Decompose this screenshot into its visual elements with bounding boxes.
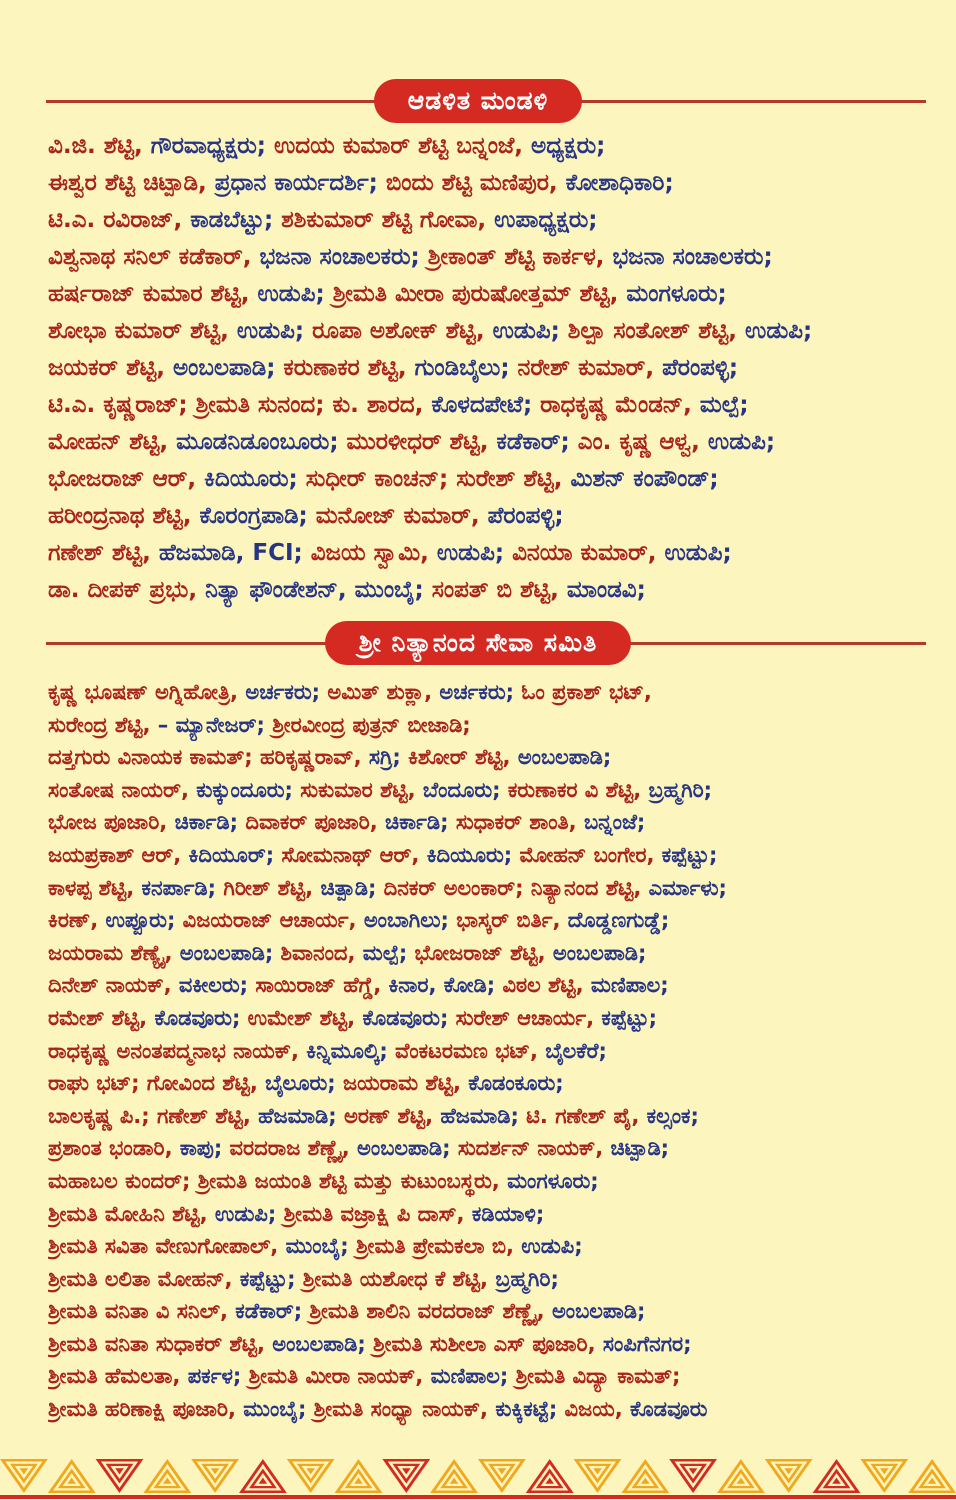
member-name: ಶ್ರೀಮತಿ ಸವಿತಾ ವೇಣುಗೋಪಾಲ್,: [48, 1234, 279, 1259]
member-role-or-place: ಕನರ್ಪಾಡಿ;: [134, 875, 217, 900]
member-name: ರಾಧಕೃಷ್ಣ ಅನಂತಪದ್ಮನಾಭ ನಾಯಕ್,: [48, 1038, 299, 1063]
member-line: [48, 313, 928, 350]
member-name: ಟಿ.ಎ. ರವಿರಾಜ್,: [48, 207, 183, 233]
member-role-or-place: ಬನ್ನಂಜೆ;: [576, 810, 646, 835]
member-role-or-place: ಕಾಡಬೆಟ್ಟು;: [182, 207, 274, 233]
member-name: ಶಶಿಕುಮಾರ್ ಶೆಟ್ಟಿ ಗೋವಾ,: [273, 207, 487, 233]
member-name: ಜಯರಾಮ ಶೆಣ್ಯೈ,: [48, 940, 173, 965]
member-line: [48, 202, 928, 239]
member-role-or-place: ದೊಡ್ಡಣಗುಡ್ಡೆ;: [560, 908, 670, 933]
decorative-triangle-border: [0, 1459, 956, 1493]
member-role-or-place: ಕಡೆಕಾರ್;: [488, 429, 570, 455]
member-role-or-place: ನಿತ್ಯಾ ಫೌಂಡೇಶನ್, ಮುಂಬೈ;: [197, 577, 424, 603]
member-role-or-place: ಅರ್ಚಕರು;: [432, 680, 515, 704]
member-name: ಜಯಕರ್ ಶೆಟ್ಟಿ,: [48, 355, 166, 381]
member-name: ಸುದರ್ಶನ್ ನಾಯಕ್,: [450, 1136, 604, 1161]
member-role-or-place: ಮಲ್ಪೆ;: [691, 392, 749, 418]
member-role-or-place: ಮಂಗಳೂರು;: [618, 281, 727, 307]
member-line: [48, 1198, 928, 1231]
member-line: [48, 1295, 928, 1328]
member-line: [48, 676, 928, 709]
member-role-or-place: ಎರ್ಮಾಳು;: [641, 875, 727, 900]
member-name: ವಿ.ಜಿ. ಶೆಟ್ಟಿ,: [48, 133, 143, 159]
member-line: [48, 774, 928, 807]
member-name: ಟಿ.ಎ. ಕೃಷ್ಣರಾಜ್; ಶ್ರೀಮತಿ ಸುನಂದ; ಕು. ಶಾರದ,: [48, 392, 424, 418]
member-role-or-place: ಉಡುಪಿ;: [737, 318, 813, 344]
member-role-or-place: ಅಂಬಲಪಾಡಿ;: [172, 940, 274, 965]
member-role-or-place: ಕೊರಂಗ್ರಪಾಡಿ;: [191, 503, 308, 529]
member-name: ಮಹಾಬಲ ಕುಂದರ್; ಶ್ರೀಮತಿ ಜಯಂತಿ ಶೆಟ್ಟಿ ಮತ್ತು ಕುಟುಂಬಸ್ಥರು,: [48, 1168, 500, 1193]
member-name: ಶ್ರೀಮತಿ ಹರಿಣಾಕ್ಷಿ ಪೂಜಾರಿ,: [48, 1397, 236, 1422]
member-name: ಹರ್ಷರಾಜ್ ಕುಮಾರ ಶೆಟ್ಟಿ,: [48, 281, 250, 307]
member-role-or-place: ಚಿತ್ಪಾಡಿ;: [313, 875, 377, 900]
member-role-or-place: ಭಜನಾ ಸಂಚಾಲಕರು;: [604, 244, 773, 270]
member-name: ಸಂಪತ್ ಬಿ ಶೆಟ್ಟಿ,: [423, 577, 559, 603]
member-role-or-place: ಕಡೆಕಾರ್;: [227, 1299, 303, 1324]
member-line: [48, 239, 928, 276]
section-header-admin-board: [0, 79, 956, 123]
member-name: ಜಯಪ್ರಕಾಶ್ ಆರ್,: [48, 842, 182, 867]
member-role-or-place: ಕೋಶಾಧಿಕಾರಿ;: [557, 170, 674, 196]
member-role-or-place: ಅಂಬಲಪಾಡಿ;: [545, 940, 647, 965]
member-role-or-place: ಬ್ರಹ್ಮಗಿರಿ;: [488, 1266, 559, 1291]
member-name: ಶ್ರೀಮತಿ ವಜ್ರಾಕ್ಷಿ ಪಿ ದಾಸ್,: [276, 1201, 465, 1226]
member-name: ರಮೇಶ್ ಶೆಟ್ಟಿ,: [48, 1005, 148, 1030]
member-name: ಶ್ರೀಮತಿ ಮೀರಾ ನಾಯಕ್,: [241, 1364, 424, 1389]
member-role-or-place: ಅಂಬಲಪಾಡಿ;: [349, 1136, 451, 1161]
member-line: [48, 1165, 928, 1198]
member-role-or-place: ಸಗ್ರಿ;: [361, 745, 401, 770]
member-role-or-place: ಕೊಡವೂರು: [622, 1397, 708, 1422]
member-name: ವಿಶ್ವನಾಥ ಸನಿಲ್ ಕಡೆಕಾರ್,: [48, 244, 252, 270]
member-line: [48, 1035, 928, 1068]
member-role-or-place: ಅಧ್ಯಕ್ಷರು;: [523, 133, 606, 159]
member-name: ಕರುಣಾಕರ ವಿ ಶೆಟ್ಟಿ,: [500, 777, 642, 802]
section-title-badge: [325, 621, 631, 665]
member-role-or-place: ವಕೀಲರು;: [171, 973, 249, 998]
member-line: [48, 1002, 928, 1035]
member-name: ಸಾಯಿರಾಜ್ ಹೆಗ್ಡೆ,: [248, 973, 382, 998]
member-name: ವಿಜಯ,: [557, 1397, 623, 1422]
member-role-or-place: ಕಿನಾರ, ಕೋಡಿ;: [381, 973, 496, 998]
member-role-or-place: ಗುಂಡಿಬೈಲು;: [406, 355, 510, 381]
member-role-or-place: ಉಡುಪಿ;: [207, 1201, 277, 1226]
bottom-rule: [0, 1495, 956, 1499]
member-line: [48, 872, 928, 905]
member-name: ರಾಘು ಭಟ್; ಗೋವಿಂದ ಶೆಟ್ಟಿ,: [48, 1071, 258, 1096]
member-line: [48, 937, 928, 970]
member-line: [48, 1328, 928, 1361]
section-header-seva-samiti: [0, 621, 956, 665]
member-role-or-place: ಉಡುಪಿ;: [428, 540, 505, 566]
member-line: [48, 806, 928, 839]
member-name: ಕಿಶೋರ್ ಶೆಟ್ಟಿ,: [400, 745, 511, 770]
member-role-or-place: ಉಡುಪಿ;: [228, 318, 305, 344]
member-name: ದಿನಕರ್ ಅಲಂಕಾರ್; ನಿತ್ಯಾನಂದ ಶೆಟ್ಟಿ,: [376, 875, 642, 900]
seva-samiti-member-list: [48, 676, 928, 1426]
member-name: ಶ್ರೀಮತಿ ಮೀರಾ ಪುರುಷೋತ್ತಮ್ ಶೆಟ್ಟಿ,: [324, 281, 619, 307]
member-name: ಗಿರೀಶ್ ಶೆಟ್ಟಿ,: [216, 875, 314, 900]
member-line: [48, 1100, 928, 1133]
member-role-or-place: ಮಂಗಳೂರು;: [499, 1168, 599, 1193]
member-role-or-place: ಬ್ರಹ್ಮಗಿರಿ;: [641, 777, 713, 802]
member-line: [48, 535, 928, 572]
member-role-or-place: ಹೆಜಮಾಡಿ, FCI;: [150, 540, 303, 566]
member-line: [48, 128, 928, 165]
member-name: ವಿಜಯರಾಜ್ ಆಚಾರ್ಯ,: [175, 908, 357, 933]
member-line: [48, 350, 928, 387]
member-role-or-place: ಪ್ರಧಾನ ಕಾರ್ಯದರ್ಶಿ;: [206, 170, 378, 196]
member-name: ಶ್ರೀಮತಿ ಲಲಿತಾ ಮೋಹನ್,: [48, 1266, 233, 1291]
member-name: ಎಂ. ಕೃಷ್ಣ ಆಳ್ವ,: [569, 429, 700, 455]
member-name: ಶ್ರೀಮತಿ ವಿದ್ಯಾ ಕಾಮತ್;: [508, 1364, 681, 1389]
member-name: ಶ್ರೀಮತಿ ಯಶೋಧ ಕೆ ಶೆಟ್ಟಿ,: [295, 1266, 489, 1291]
member-role-or-place: – ಮ್ಯಾನೇಜರ್;: [150, 712, 265, 737]
member-name: ಗಣೇಶ್ ಶೆಟ್ಟಿ,: [48, 540, 151, 566]
admin-board-member-list: [48, 128, 928, 609]
member-name: ಪ್ರಶಾಂತ ಭಂಡಾರಿ,: [48, 1136, 173, 1161]
member-name: ಟಿ. ಗಣೇಶ್ ಪೈ,: [518, 1103, 640, 1128]
member-line: [48, 709, 928, 742]
member-role-or-place: ಕಡಿಯಾಳಿ;: [464, 1201, 545, 1226]
member-name: ಹರೀಂದ್ರನಾಥ ಶೆಟ್ಟಿ,: [48, 503, 192, 529]
member-role-or-place: ಅರ್ಚಕರು;: [238, 680, 321, 704]
member-role-or-place: ಮುಂಬೈ;: [236, 1397, 307, 1422]
member-name: ಶ್ರೀಮತಿ ಮೋಹಿನಿ ಶೆಟ್ಟಿ,: [48, 1201, 208, 1226]
member-role-or-place: ಕೊಡವೂರು;: [355, 1005, 449, 1030]
member-line: [48, 498, 928, 535]
member-name: ಉಮೇಶ್ ಶೆಟ್ಟಿ,: [240, 1005, 356, 1030]
member-role-or-place: ಚಿರ್ಕಾಡಿ;: [167, 810, 239, 835]
member-name: ಬಾಲಕೃಷ್ಣ ಪಿ.; ಗಣೇಶ್ ಶೆಟ್ಟಿ,: [48, 1103, 251, 1128]
member-line: [48, 276, 928, 313]
member-name: ಸುಧಾಕರ್ ಶಾಂತಿ,: [448, 810, 577, 835]
member-role-or-place: ಕಿದಿಯೂರು;: [196, 466, 298, 492]
member-name: ರೂಪಾ ಅಶೋಕ್ ಶೆಟ್ಟಿ,: [304, 318, 485, 344]
member-role-or-place: ಕಪ್ಪೆಟ್ಟು;: [232, 1266, 296, 1291]
member-role-or-place: ಉಡುಪಿ;: [484, 318, 560, 344]
member-role-or-place: ಮಲ್ಪೆ;: [355, 940, 408, 965]
member-name: ಭೋಜರಾಜ್ ಆರ್,: [48, 466, 197, 492]
member-role-or-place: ಉಪಾಧ್ಯಕ್ಷರು;: [486, 207, 598, 233]
member-name: ಶ್ರೀಕಾಂತ್ ಶೆಟ್ಟಿ ಕಾರ್ಕಳ,: [419, 244, 605, 270]
member-role-or-place: ಅಂಬಲಪಾಡಿ;: [510, 745, 612, 770]
member-name: ಡಾ. ದೀಪಕ್ ಪ್ರಭು,: [48, 577, 198, 603]
member-line: [48, 387, 928, 424]
member-role-or-place: ಸಂಪಿಗೆನಗರ;: [595, 1331, 692, 1356]
member-line: [48, 1067, 928, 1100]
member-role-or-place: ಅಂಬಲಪಾಡಿ;: [544, 1299, 646, 1324]
member-role-or-place: ಮಿಶನ್ ಕಂಪೌಂಡ್;: [562, 466, 719, 492]
member-role-or-place: ಪರ್ಕಳ;: [180, 1364, 242, 1389]
member-name: ರಾಧಕೃಷ್ಣ ಮೆಂಡನ್,: [532, 392, 692, 418]
member-role-or-place: ಅಂಬಾಗಿಲು;: [356, 908, 449, 933]
member-role-or-place: ಉಡುಪಿ;: [514, 1234, 583, 1259]
member-role-or-place: ಪೆರಂಪಳ್ಳಿ;: [654, 355, 739, 381]
member-role-or-place: ಮಣಿಪಾಲ;: [423, 1364, 509, 1389]
member-name: ಮುರಳೀಧರ್ ಶೆಟ್ಟಿ,: [338, 429, 489, 455]
member-name: ಭೋಜ ಪೂಜಾರಿ,: [48, 810, 168, 835]
member-name: ಸುರೇಶ್ ಆಚಾರ್ಯ,: [448, 1005, 595, 1030]
member-name: ಅರಣ್ ಶೆಟ್ಟಿ,: [336, 1103, 434, 1128]
member-line: [48, 1230, 928, 1263]
member-name: ಶ್ರೀಮತಿ ಸುಶೀಲಾ ಎಸ್ ಪೂಜಾರಿ,: [365, 1331, 596, 1356]
member-name: ಕರುಣಾಕರ ಶೆಟ್ಟಿ,: [275, 355, 407, 381]
member-name: ವೆಂಕಟರಮಣ ಭಟ್,: [387, 1038, 538, 1063]
member-role-or-place: ಕೊಳದಪೇಟೆ;: [423, 392, 533, 418]
section-title: ಶ್ರೀ ನಿತ್ಯಾನಂದ ಸೇವಾ ಸಮಿತಿ: [358, 628, 598, 657]
member-name: ಶ್ರೀಮತಿ ಶಾಲಿನಿ ವರದರಾಜ್ ಶೆಣ್ಣೈ,: [302, 1299, 545, 1324]
member-name: ಶ್ರೀಮತಿ ಹೆಮಲತಾ,: [48, 1364, 181, 1389]
member-name: ಶೋಭಾ ಕುಮಾರ್ ಶೆಟ್ಟಿ,: [48, 318, 229, 344]
member-name: ಶ್ರೀಮತಿ ಪ್ರೇಮಕಲಾ ಬಿ,: [348, 1234, 514, 1259]
member-name: ಉದಯ ಕುಮಾರ್ ಶೆಟ್ಟಿ ಬನ್ನಂಜೆ,: [265, 133, 524, 159]
member-line: [48, 969, 928, 1002]
member-role-or-place: ಕುಕ್ಕಿಕಟ್ಟೆ;: [488, 1397, 558, 1422]
member-line: [48, 424, 928, 461]
member-line: [48, 1132, 928, 1165]
member-name: ಶ್ರೀಮತಿ ವನಿತಾ ಸುಧಾಕರ್ ಶೆಟ್ಟಿ,: [48, 1331, 265, 1356]
member-name: ಶ್ರೀಮತಿ ವನಿತಾ ವಿ ಸನಿಲ್,: [48, 1299, 228, 1324]
member-role-or-place: ಹೆಜಮಾಡಿ;: [250, 1103, 337, 1128]
section-title-badge: [374, 79, 582, 123]
member-name: ಸೋಮನಾಥ್ ಆರ್,: [274, 842, 420, 867]
member-name: ಸಂತೋಷ ನಾಯರ್,: [48, 777, 189, 802]
member-line: [48, 904, 928, 937]
member-name: ಮನೋಜ್ ಕುಮಾರ್,: [307, 503, 480, 529]
member-name: ಭೋಜರಾಜ್ ಶೆಟ್ಟಿ,: [407, 940, 546, 965]
member-name: ಕಿರಣ್,: [48, 908, 99, 933]
member-name: ಸುಕುಮಾರ ಶೆಟ್ಟಿ,: [292, 777, 416, 802]
member-role-or-place: ಮೂಡನಿಡೂಂಬೂರು;: [168, 429, 339, 455]
member-role-or-place: ಗೌರವಾಧ್ಯಕ್ಷರು;: [142, 133, 266, 159]
member-name: ಓಂ ಪ್ರಕಾಶ್ ಭಟ್,: [514, 680, 652, 704]
member-role-or-place: ಭಜನಾ ಸಂಚಾಲಕರು;: [251, 244, 420, 270]
member-line: [48, 461, 928, 498]
member-role-or-place: ಉಡುಪಿ;: [656, 540, 732, 566]
member-role-or-place: ಕೊಡವೂರು;: [147, 1005, 241, 1030]
member-name: ಶ್ರೀರವೀಂದ್ರ ಪುತ್ರನ್ ಬೀಜಾಡಿ;: [264, 712, 471, 737]
member-role-or-place: ಕಪ್ಪೆಟ್ಟು;: [594, 1005, 658, 1030]
member-role-or-place: ಹೆಜಮಾಡಿ;: [433, 1103, 519, 1128]
member-role-or-place: ಅಂಬಲಪಾಡಿ;: [264, 1331, 366, 1356]
member-role-or-place: ಬೈಲೂರು;: [257, 1071, 336, 1096]
member-line: [48, 839, 928, 872]
member-role-or-place: ಕಿನ್ನಿಮೂಲ್ಕಿ;: [298, 1038, 388, 1063]
member-role-or-place: ಕುಕ್ಕುಂದೂರು;: [188, 777, 293, 802]
member-name: ಮೋಹನ್ ಶೆಟ್ಟಿ,: [48, 429, 169, 455]
member-name: ವಿಜಯ ಸ್ವಾಮಿ,: [302, 540, 429, 566]
member-name: ದಿವಾಕರ್ ಪೂಜಾರಿ,: [238, 810, 378, 835]
member-role-or-place: ಉಡುಪಿ;: [699, 429, 776, 455]
member-name: ಮೋಹನ್ ಬಂಗೇರ,: [512, 842, 655, 867]
member-role-or-place: ಕಪ್ಪೆಟ್ಟು;: [654, 842, 718, 867]
member-name: ಶ್ರೀಮತಿ ಸಂಧ್ಯಾ ನಾಯಕ್,: [306, 1397, 489, 1422]
member-role-or-place: ಕೊಡಂಕೂರು;: [460, 1071, 564, 1096]
member-role-or-place: ಕಲ್ಸಂಕ;: [639, 1103, 699, 1128]
member-name: ವಿಠಲ ಶೆಟ್ಟಿ,: [495, 973, 584, 998]
member-name: ಸುರೇಂದ್ರ ಶೆಟ್ಟಿ,: [48, 712, 151, 737]
member-name: ಶಿವಾನಂದ,: [273, 940, 356, 965]
member-role-or-place: ಮಣಿಪಾಲ;: [583, 973, 669, 998]
member-role-or-place: ಚಿಟ್ಪಾಡಿ;: [603, 1136, 670, 1161]
member-name: ಅಮಿತ್ ಶುಕ್ಲಾ,: [320, 680, 433, 704]
member-role-or-place: ಬೆಂದೂರು;: [415, 777, 501, 802]
member-role-or-place: ಬೈಲಕೆರೆ;: [538, 1038, 607, 1063]
member-role-or-place: ಕಾಪು;: [172, 1136, 223, 1161]
member-name: ಕಾಳಪ್ಪ ಶೆಟ್ಟಿ,: [48, 875, 135, 900]
member-role-or-place: ಕಿದಿಯೂರ್;: [181, 842, 275, 867]
member-name: ಸುಧೀರ್ ಕಾಂಚನ್; ಸುರೇಶ್ ಶೆಟ್ಟಿ,: [297, 466, 563, 492]
member-name: ಕೃಷ್ಣ ಭೂಷಣ್ ಅಗ್ನಿಹೋತ್ರಿ,: [48, 680, 239, 704]
member-line: [48, 572, 928, 609]
member-line: [48, 741, 928, 774]
member-name: ನರೇಶ್ ಕುಮಾರ್,: [509, 355, 655, 381]
member-name: ವರದರಾಜ ಶೆಣ್ಣೈ,: [222, 1136, 350, 1161]
member-line: [48, 1263, 928, 1296]
member-role-or-place: ಚಿರ್ಕಾಡಿ;: [377, 810, 449, 835]
member-line: [48, 165, 928, 202]
member-name: ಭಾಸ್ಕರ್ ಬಿರ್ತಿ,: [448, 908, 561, 933]
member-role-or-place: ಉಡುಪಿ;: [249, 281, 325, 307]
member-name: ದತ್ತಗುರು ವಿನಾಯಕ ಕಾಮತ್; ಹರಿಕೃಷ್ಣರಾವ್,: [48, 745, 362, 770]
member-name: ವಿನಯಾ ಕುಮಾರ್,: [504, 540, 657, 566]
member-role-or-place: ಮಾಂಡವಿ;: [558, 577, 646, 603]
member-role-or-place: ಪೆರಂಪಳ್ಳಿ;: [479, 503, 564, 529]
section-title: ಆಡಳಿತ ಮಂಡಳಿ: [407, 86, 549, 115]
member-role-or-place: ಕಿದಿಯೂರು;: [419, 842, 513, 867]
member-role-or-place: ಉಪ್ಪೂರು;: [98, 908, 176, 933]
member-name: ಈಶ್ವರ ಶೆಟ್ಟಿ ಚಿಟ್ಪಾಡಿ,: [48, 170, 207, 196]
member-role-or-place: ಮುಂಬೈ;: [278, 1234, 349, 1259]
member-name: ಶಿಲ್ಪಾ ಸಂತೋಶ್ ಶೆಟ್ಟಿ,: [559, 318, 738, 344]
member-name: ಬಿಂದು ಶೆಟ್ಟಿ ಮಣಿಪುರ,: [377, 170, 558, 196]
member-line: [48, 1360, 928, 1393]
member-line: [48, 1393, 928, 1426]
member-name: ದಿನೇಶ್ ನಾಯಕ್,: [48, 973, 172, 998]
member-name: ಜಯರಾಮ ಶೆಟ್ಟಿ,: [335, 1071, 461, 1096]
member-role-or-place: ಅಂಬಲಪಾಡಿ;: [165, 355, 276, 381]
